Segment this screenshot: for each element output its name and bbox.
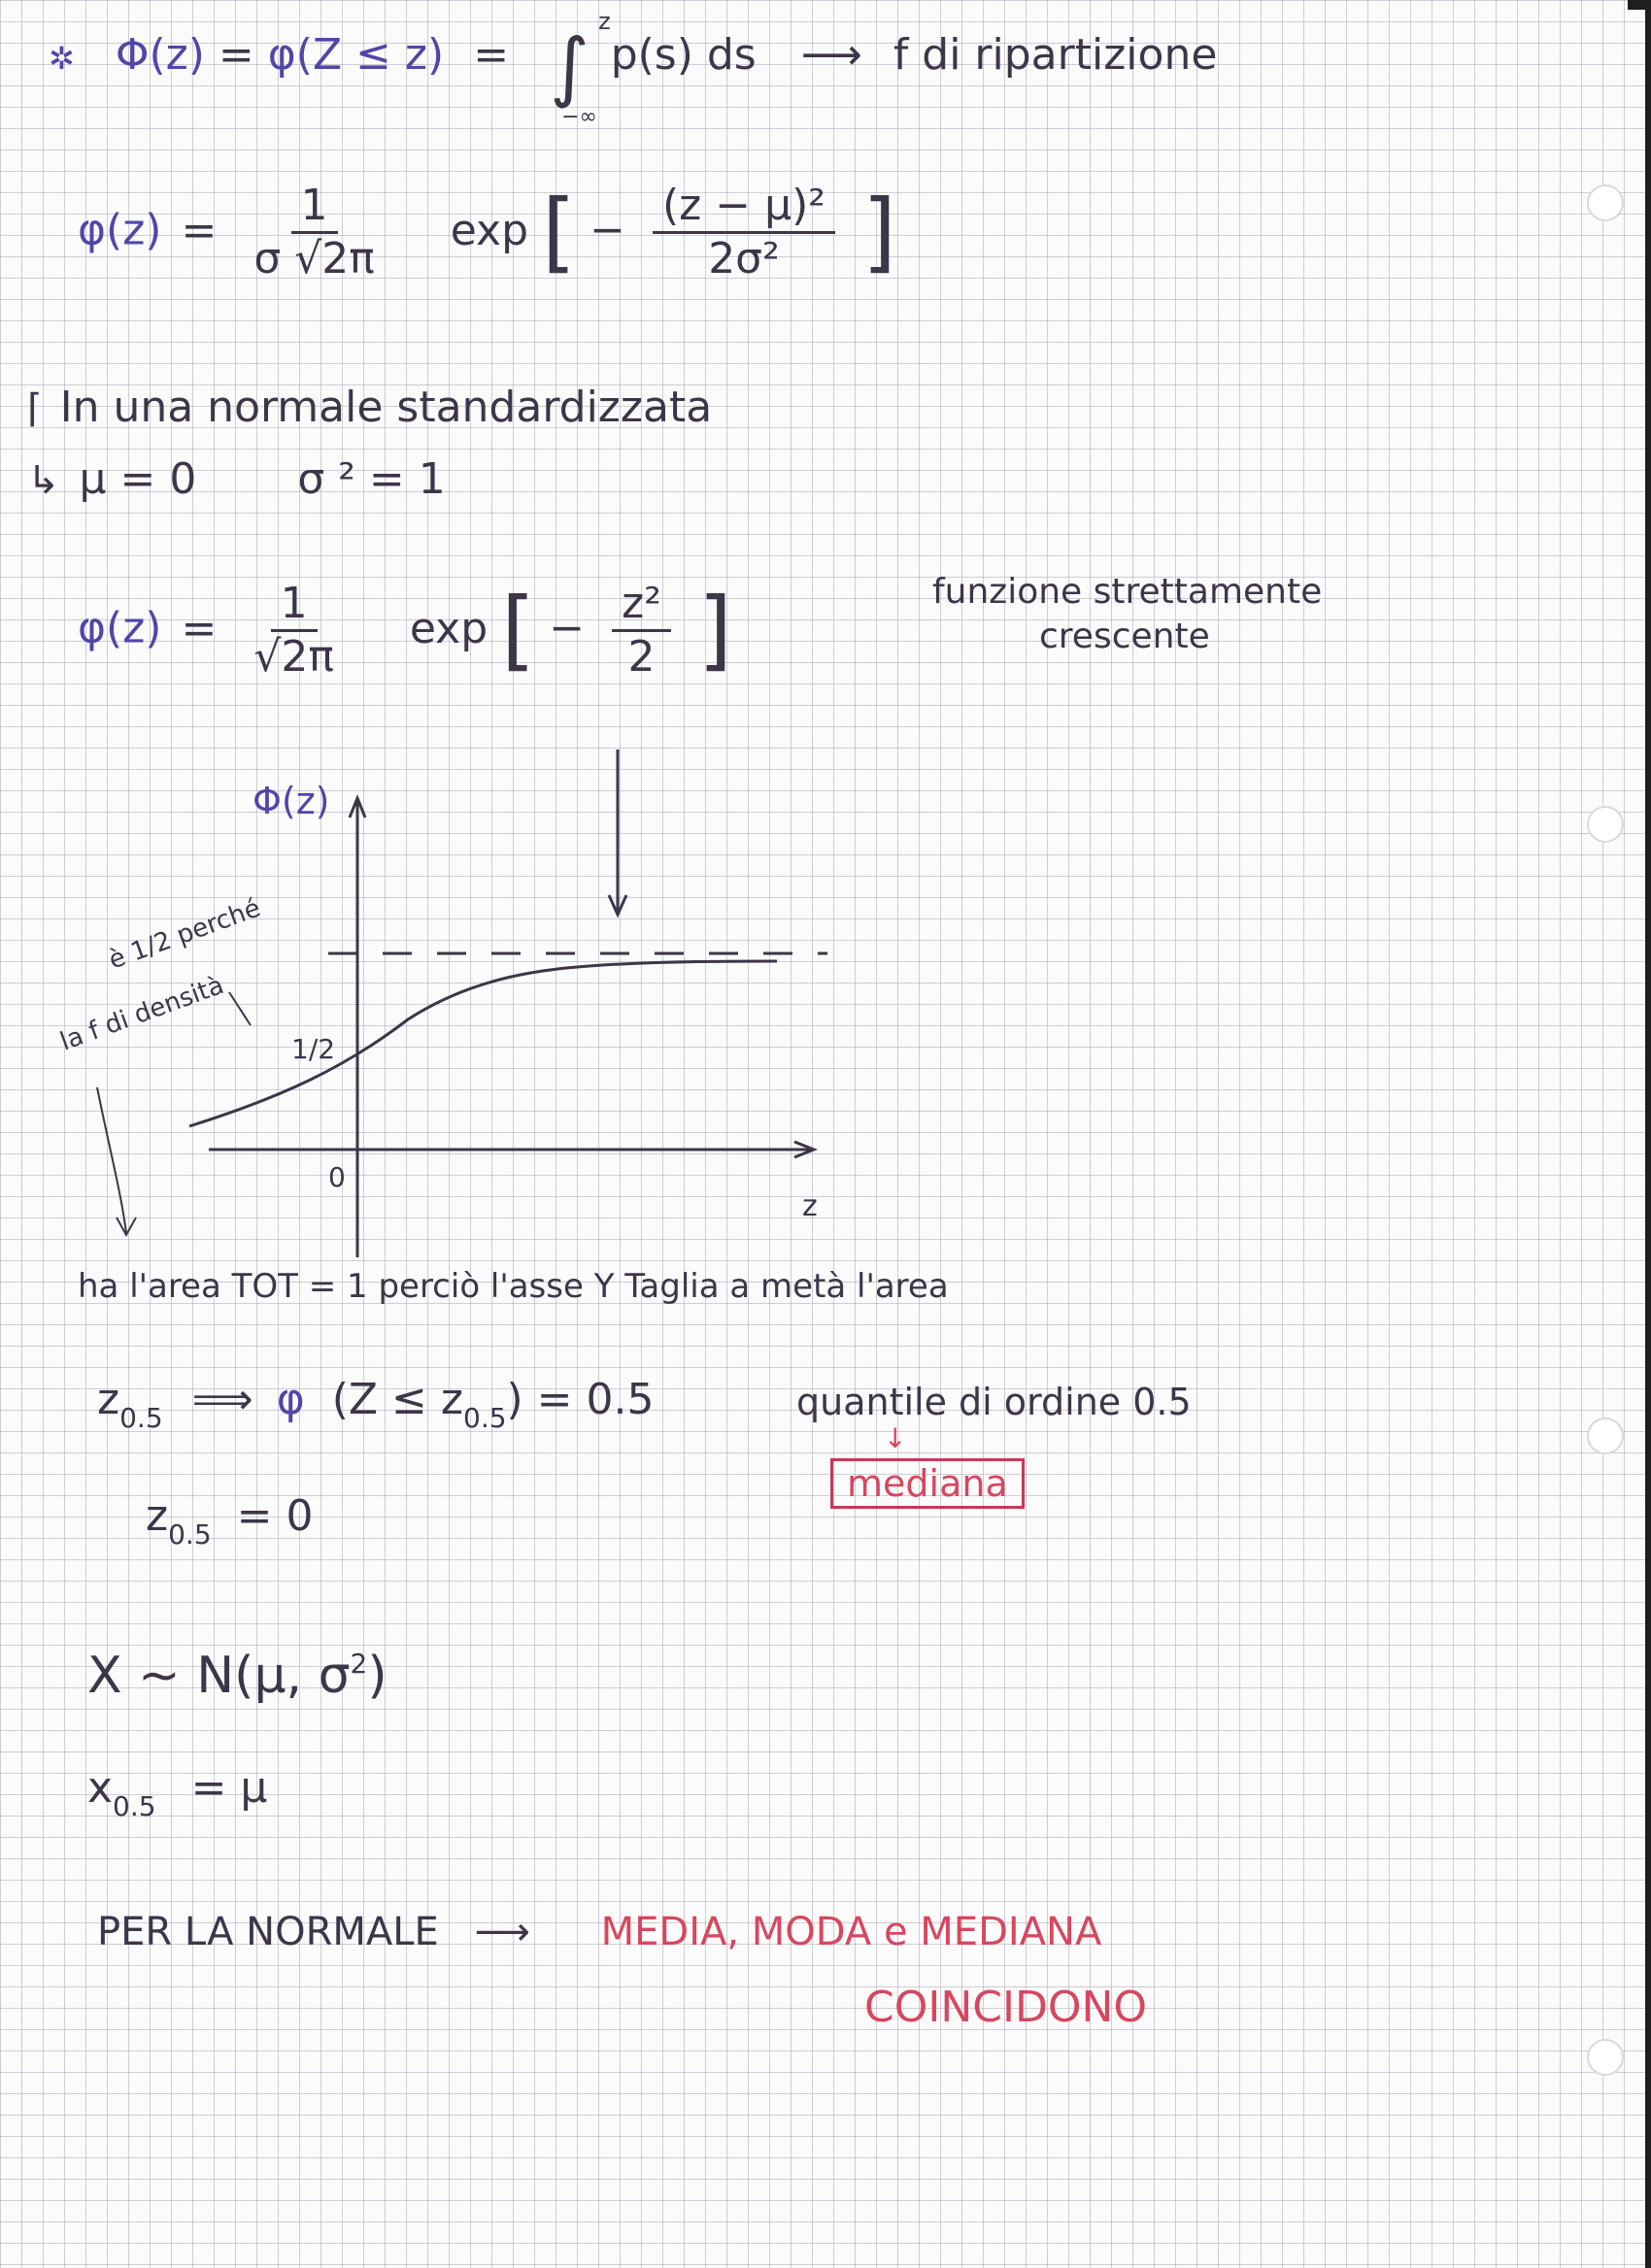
- bracket-close: ]: [861, 181, 897, 284]
- mediana-box: mediana: [830, 1458, 1025, 1509]
- mu-value: μ = 0: [79, 454, 197, 504]
- quantile-value: [146, 1491, 314, 1551]
- x-subscript: 0.5: [113, 1790, 156, 1822]
- binder-hole: [1587, 1418, 1624, 1454]
- quantile-label: quantile di ordine 0.5: [796, 1381, 1192, 1423]
- integrand: p(s) ds: [610, 30, 757, 80]
- corner-arrow-icon: ↳: [27, 458, 60, 503]
- annotation-line2: la f di densità: [56, 970, 228, 1057]
- cdf-graph: [0, 738, 1651, 1320]
- fraction: [653, 181, 835, 284]
- normal-density-formula: [78, 181, 897, 284]
- side-note-line1: funzione strettamente: [932, 572, 1323, 612]
- phi-symbol: φ: [276, 1375, 305, 1424]
- quantile-subscript: 0.5: [168, 1518, 212, 1551]
- quantile-symbol: z: [97, 1375, 120, 1424]
- sigma-value: σ ² = 1: [297, 454, 446, 504]
- bracket-open: [: [542, 181, 577, 284]
- fraction: [244, 579, 344, 682]
- standardized-note: [27, 383, 713, 432]
- cdf-description: f di ripartizione: [893, 30, 1218, 80]
- quantile-formula: [97, 1375, 655, 1434]
- binder-hole: [1587, 184, 1624, 221]
- annotation-arrow: [229, 992, 251, 1025]
- probability-expression: (Z ≤ z: [331, 1375, 463, 1424]
- equals-sign: =: [473, 30, 510, 80]
- minus-sign: −: [590, 205, 625, 255]
- fraction-denominator: σ √2π: [253, 234, 375, 284]
- distribution-end: ): [367, 1647, 387, 1705]
- fraction-denominator: 2: [627, 632, 656, 682]
- conclusion-right-line2: COINCIDONO: [864, 1983, 1148, 2032]
- quantile-symbol: z: [146, 1491, 169, 1541]
- curved-arrow: [97, 1087, 126, 1233]
- distribution-expression: X ~ N(μ, σ: [87, 1647, 351, 1705]
- fraction-denominator: √2π: [253, 632, 334, 682]
- bracket-icon: ⌈: [27, 386, 43, 431]
- integral-lower-limit: −∞: [561, 105, 597, 129]
- equals-sign: =: [181, 205, 218, 255]
- minus-sign: −: [549, 603, 586, 653]
- bullet-icon: ✲: [49, 40, 75, 77]
- bracket-close: ]: [697, 579, 732, 682]
- distribution-superscript: 2: [350, 1648, 368, 1680]
- expression-subscript: 0.5: [463, 1402, 507, 1434]
- density-symbol: φ(z): [78, 205, 162, 255]
- cdf-definition: [49, 8, 1218, 129]
- y-axis-label: Φ(z): [253, 780, 330, 822]
- x-symbol: x: [87, 1763, 114, 1813]
- standardized-params: [27, 454, 446, 504]
- annotation-line1: è 1/2 perché: [105, 893, 265, 976]
- conclusion: [97, 1910, 1102, 1954]
- equals-sign: =: [218, 30, 254, 80]
- fraction-numerator: 1: [271, 583, 318, 632]
- half-label: 1/2: [291, 1033, 336, 1065]
- exp-label: exp: [409, 603, 489, 653]
- arrow-icon: ⟶: [800, 30, 862, 80]
- cdf-symbol: Φ(z): [115, 30, 205, 80]
- median-equals-mu: [87, 1763, 268, 1822]
- fraction: [244, 181, 384, 284]
- probability-expression: φ(Z ≤ z): [267, 30, 445, 80]
- fraction-numerator: z²: [612, 583, 671, 632]
- expression-end: ) = 0.5: [506, 1375, 655, 1424]
- area-note: ha l'area TOT = 1 perciò l'asse Y Taglia a metà l'area: [78, 1267, 949, 1306]
- arrow-icon: ⟶: [474, 1910, 530, 1954]
- down-arrow-icon: ↓: [884, 1422, 907, 1454]
- origin-label: 0: [328, 1161, 346, 1193]
- standardized-text: In una normale standardizzata: [59, 383, 713, 432]
- side-note-line2: crescente: [1039, 617, 1210, 656]
- x-axis-label: z: [802, 1189, 818, 1223]
- fraction: [612, 579, 671, 682]
- normal-distribution: [87, 1647, 387, 1705]
- cdf-curve: [189, 961, 777, 1126]
- conclusion-left: PER LA NORMALE: [97, 1910, 439, 1954]
- binder-hole: [1587, 2039, 1624, 2076]
- density-symbol: φ(z): [78, 603, 162, 653]
- mu-value: = μ: [190, 1763, 268, 1813]
- equals-sign: =: [181, 603, 218, 653]
- standard-density-formula: [78, 579, 732, 682]
- quantile-subscript: 0.5: [119, 1402, 163, 1434]
- fraction-numerator: 1: [291, 184, 338, 234]
- bracket-open: [: [501, 579, 536, 682]
- integral-sign: ∫ z −∞: [550, 8, 611, 129]
- integral-upper-limit: z: [598, 8, 611, 35]
- implies-arrow-icon: ⟹: [191, 1375, 253, 1424]
- fraction-numerator: (z − μ)²: [653, 184, 835, 234]
- conclusion-right-line1: MEDIA, MODA e MEDIANA: [600, 1910, 1102, 1954]
- quantile-equals-zero: = 0: [236, 1491, 314, 1541]
- corner-mark: [1628, 0, 1645, 10]
- exp-label: exp: [450, 205, 528, 255]
- fraction-denominator: 2σ²: [708, 234, 780, 284]
